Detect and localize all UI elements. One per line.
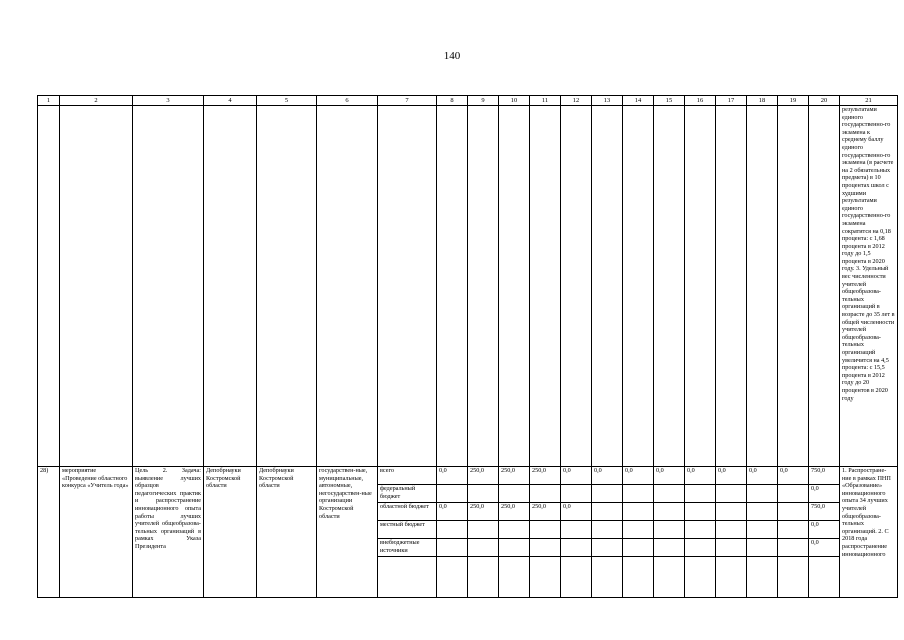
amount-cell bbox=[592, 503, 623, 521]
column-header: 21 bbox=[840, 96, 898, 106]
column-header: 4 bbox=[204, 96, 257, 106]
amount-cell bbox=[623, 485, 654, 503]
amount-cell: 0,0 bbox=[778, 467, 809, 485]
amount-cell bbox=[437, 539, 468, 557]
amount-cell bbox=[685, 503, 716, 521]
executor: Депобрнауки Костромской области bbox=[204, 467, 257, 598]
budget-table bbox=[37, 95, 898, 598]
amount-cell bbox=[499, 485, 530, 503]
amount-cell: 0,0 bbox=[809, 521, 840, 539]
goal-task: Цель 2. Задача: выявление лучших образцов педагогических практик и распространение инновационного опыта работы лучших учителей общеобразова-тельных организаций в рамках Указа Президента bbox=[133, 467, 204, 598]
column-header: 13 bbox=[592, 96, 623, 106]
amount-cell bbox=[561, 485, 592, 503]
amount-cell bbox=[654, 539, 685, 557]
column-header: 19 bbox=[778, 96, 809, 106]
coexecutor: Депобрнауки Костромской области bbox=[257, 467, 317, 598]
row-number: 28) bbox=[38, 467, 60, 598]
column-header: 20 bbox=[809, 96, 840, 106]
amount-cell bbox=[592, 521, 623, 539]
amount-cell bbox=[530, 521, 561, 539]
column-header: 14 bbox=[623, 96, 654, 106]
amount-cell bbox=[592, 485, 623, 503]
header-row bbox=[38, 96, 898, 106]
amount-cell bbox=[747, 485, 778, 503]
column-header: 8 bbox=[437, 96, 468, 106]
amount-cell bbox=[747, 521, 778, 539]
measure-name: мероприятие «Проведение областного конкурса «Учитель года» bbox=[60, 467, 133, 598]
column-header: 18 bbox=[747, 96, 778, 106]
amount-cell: 0,0 bbox=[809, 485, 840, 503]
column-header: 12 bbox=[561, 96, 592, 106]
amount-cell bbox=[468, 539, 499, 557]
column-header: 2 bbox=[60, 96, 133, 106]
amount-cell bbox=[716, 485, 747, 503]
amount-cell bbox=[561, 521, 592, 539]
amount-cell: 0,0 bbox=[561, 503, 592, 521]
amount-cell bbox=[530, 539, 561, 557]
column-header: 11 bbox=[530, 96, 561, 106]
table-row bbox=[38, 467, 898, 485]
amount-cell: 0,0 bbox=[685, 467, 716, 485]
amount-cell: 250,0 bbox=[499, 467, 530, 485]
amount-cell bbox=[437, 521, 468, 539]
amount-cell bbox=[623, 503, 654, 521]
amount-cell: 0,0 bbox=[437, 467, 468, 485]
amount-cell: 250,0 bbox=[468, 503, 499, 521]
amount-cell bbox=[499, 521, 530, 539]
column-header: 17 bbox=[716, 96, 747, 106]
column-header: 5 bbox=[257, 96, 317, 106]
page-number: 140 bbox=[443, 50, 461, 62]
amount-cell bbox=[747, 503, 778, 521]
column-header: 16 bbox=[685, 96, 716, 106]
amount-cell bbox=[716, 503, 747, 521]
funding-source-label: внебюджетные источники bbox=[378, 539, 437, 557]
funding-source-label: местный бюджет bbox=[378, 521, 437, 539]
expected-results: 1. Распростране-ние в рамках ПНП «Образование» инновационного опыта 34 лучших учителей общеобразова-тельных организаций. 2. С 2018 года распространение инновационного bbox=[840, 467, 898, 598]
amount-cell bbox=[685, 485, 716, 503]
amount-cell: 250,0 bbox=[530, 467, 561, 485]
amount-cell bbox=[778, 503, 809, 521]
amount-cell bbox=[685, 539, 716, 557]
amount-cell bbox=[623, 521, 654, 539]
column-header: 3 bbox=[133, 96, 204, 106]
amount-cell: 0,0 bbox=[654, 467, 685, 485]
column-header: 7 bbox=[378, 96, 437, 106]
amount-cell bbox=[778, 521, 809, 539]
amount-cell bbox=[530, 485, 561, 503]
column-header: 9 bbox=[468, 96, 499, 106]
amount-cell bbox=[468, 521, 499, 539]
participants: государствен-ные, муниципальные, автономные, негосударствен-ные организации Костромской области bbox=[317, 467, 378, 598]
column-header: 1 bbox=[38, 96, 60, 106]
amount-cell: 750,0 bbox=[809, 467, 840, 485]
funding-source-label: областной бюджет bbox=[378, 503, 437, 521]
amount-cell: 250,0 bbox=[530, 503, 561, 521]
column-header: 15 bbox=[654, 96, 685, 106]
amount-cell bbox=[778, 539, 809, 557]
amount-cell bbox=[654, 485, 685, 503]
amount-cell: 250,0 bbox=[499, 503, 530, 521]
amount-cell: 0,0 bbox=[623, 467, 654, 485]
continuation-row bbox=[38, 106, 898, 467]
amount-cell: 250,0 bbox=[468, 467, 499, 485]
amount-cell: 0,0 bbox=[592, 467, 623, 485]
amount-cell bbox=[499, 539, 530, 557]
amount-cell bbox=[778, 485, 809, 503]
amount-cell bbox=[592, 539, 623, 557]
amount-cell bbox=[437, 485, 468, 503]
amount-cell bbox=[468, 485, 499, 503]
funding-source-label: федеральный бюджет bbox=[378, 485, 437, 503]
continuation-indicators: результатами единого государственно-го экзамена к среднему баллу единого государственно-го экзамена (в расчете на 2 обязательных предмета) в 10 процентах школ с худшими результатами единого государственно-го экзамена сократится на 0,18 процента: с 1,68 процента в 2012 году до 1,5 процента в 2020 году. 3. Удельный вес численности учителей общеобразова-тельных организаций в возрасте до 35 лет в общей численности учителей общеобразова-тельных организаций увеличится на 4,5 процента: с 15,5 процента в 2012 году до 20 процентов в 2020 году bbox=[840, 106, 898, 467]
amount-cell: 0,0 bbox=[437, 503, 468, 521]
column-header: 6 bbox=[317, 96, 378, 106]
amount-cell bbox=[716, 539, 747, 557]
column-header: 10 bbox=[499, 96, 530, 106]
amount-cell bbox=[685, 521, 716, 539]
amount-cell bbox=[623, 539, 654, 557]
amount-cell bbox=[654, 521, 685, 539]
amount-cell bbox=[654, 503, 685, 521]
amount-cell: 0,0 bbox=[716, 467, 747, 485]
amount-cell: 0,0 bbox=[561, 467, 592, 485]
amount-cell: 0,0 bbox=[747, 467, 778, 485]
amount-cell bbox=[747, 539, 778, 557]
amount-cell: 750,0 bbox=[809, 503, 840, 521]
amount-cell bbox=[561, 539, 592, 557]
funding-source-label: всего bbox=[378, 467, 437, 485]
amount-cell: 0,0 bbox=[809, 539, 840, 557]
amount-cell bbox=[716, 521, 747, 539]
